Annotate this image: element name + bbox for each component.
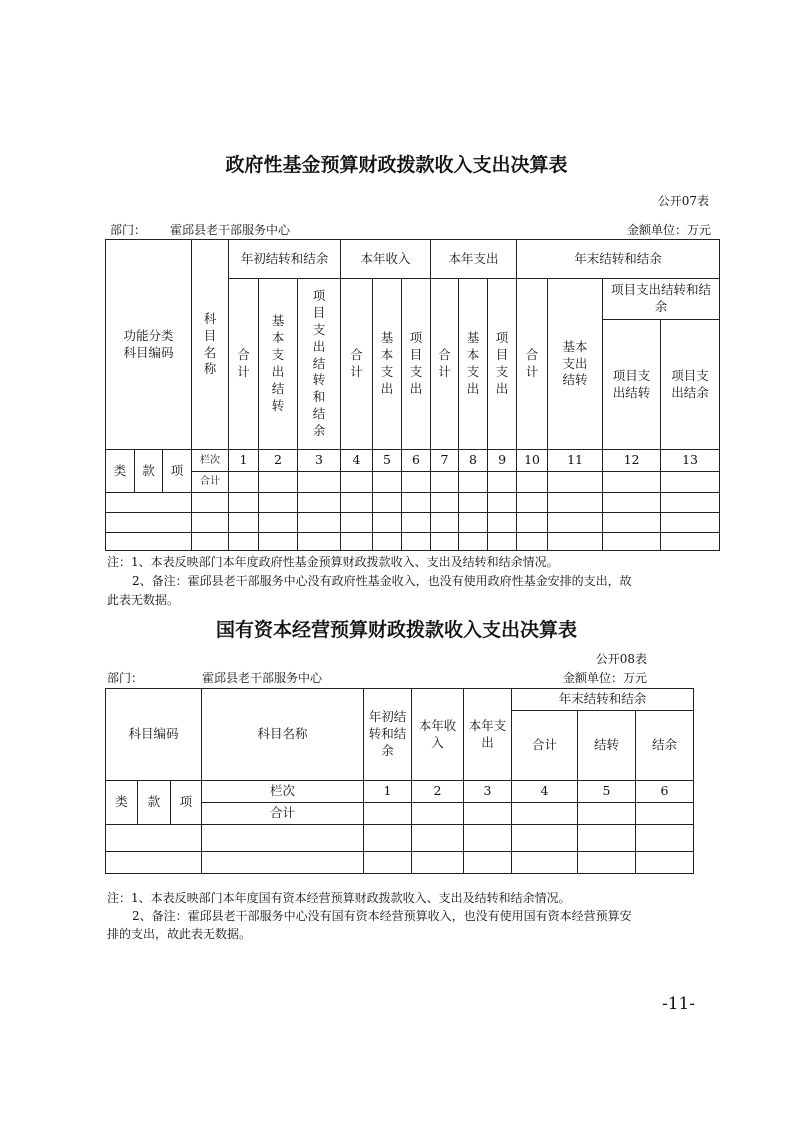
header-end-project-carry: 项目支出结转 <box>603 320 661 450</box>
header-end-carry: 结转 <box>578 711 636 781</box>
col-xiang: 项 <box>171 781 202 825</box>
col-kuan: 款 <box>135 450 163 493</box>
table1-note-1: 注：1、本表反映部门本年度政府性基金预算财政拨款收入、支出及结转和结余情况。 <box>107 555 559 569</box>
header-begin-total: 合计 <box>229 279 259 450</box>
col-number: 1 <box>229 450 259 472</box>
col-number: 12 <box>603 450 661 472</box>
header-income-total: 合计 <box>341 279 373 450</box>
col-number: 9 <box>488 450 517 472</box>
table-row <box>106 513 720 533</box>
table2-note-2: 2、备注：霍邱县老干部服务中心没有国有资本经营预算收入，也没有使用国有资本经营预算安 <box>132 909 632 923</box>
col-number: 7 <box>431 450 459 472</box>
table-row <box>106 533 720 551</box>
header-code: 科目编码 <box>106 689 202 781</box>
col-lei: 类 <box>106 450 135 493</box>
header-end-project: 项目支出结转和结余 <box>603 279 720 320</box>
col-number: 6 <box>402 450 431 472</box>
header-end: 年末结转和结余 <box>517 240 720 279</box>
row-lanci: 栏次 <box>192 450 229 472</box>
row-lanci: 栏次 <box>202 781 364 803</box>
table1-dept-label: 部门： <box>110 223 147 237</box>
col-number: 11 <box>548 450 603 472</box>
row-heji: 合计 <box>202 803 364 825</box>
header-begin-project: 项目支出结转和结余 <box>298 279 341 450</box>
table1 <box>105 239 720 551</box>
header-subject-name: 科目名称 <box>192 240 229 450</box>
table2-dept-name: 霍邱县老干部服务中心 <box>202 671 323 685</box>
table-row <box>106 852 694 874</box>
header-income-basic: 基本支出 <box>373 279 402 450</box>
header-expense: 本年支出 <box>464 689 512 781</box>
header-end-basic: 基本支出结转 <box>548 279 603 450</box>
header-end-total: 合计 <box>517 279 548 450</box>
table1-unit: 金额单位：万元 <box>626 223 711 237</box>
page-number: -11- <box>662 994 696 1014</box>
table2-code: 公开08表 <box>595 652 647 666</box>
col-number: 3 <box>464 781 512 803</box>
col-number: 6 <box>636 781 694 803</box>
header-end-total: 合计 <box>512 711 578 781</box>
header-end: 年末结转和结余 <box>512 689 694 711</box>
header-begin-basic: 基本支出结转 <box>259 279 298 450</box>
table2-title: 国有资本经营预算财政拨款收入支出决算表 <box>215 619 577 641</box>
header-func-code: 功能分类科目编码 <box>106 240 192 450</box>
table2-note-1: 注：1、本表反映部门本年度国有资本经营预算财政拨款收入、支出及结转和结余情况。 <box>107 891 571 905</box>
table1-title: 政府性基金预算财政拨款收入支出决算表 <box>225 154 568 176</box>
col-number: 2 <box>412 781 464 803</box>
table-row <box>106 825 694 852</box>
header-income-project: 项目支出 <box>402 279 431 450</box>
header-end-project-surplus: 项目支出结余 <box>661 320 720 450</box>
table1-dept-name: 霍邱县老干部服务中心 <box>170 223 291 237</box>
col-number: 4 <box>512 781 578 803</box>
table1-note-2: 2、备注：霍邱县老干部服务中心没有政府性基金收入，也没有使用政府性基金安排的支出，故 <box>132 574 632 588</box>
header-name: 科目名称 <box>202 689 364 781</box>
header-begin: 年初结转和结余 <box>364 689 412 781</box>
header-income: 本年收入 <box>412 689 464 781</box>
col-kuan: 款 <box>138 781 171 825</box>
col-number: 1 <box>364 781 412 803</box>
col-lei: 类 <box>106 781 138 825</box>
table1-note-3: 此表无数据。 <box>107 593 180 607</box>
header-end-surplus: 结余 <box>636 711 694 781</box>
header-expense: 本年支出 <box>431 240 517 279</box>
header-income: 本年收入 <box>341 240 431 279</box>
row-heji: 合计 <box>192 472 229 493</box>
col-number: 5 <box>373 450 402 472</box>
col-number: 2 <box>259 450 298 472</box>
table-row <box>106 450 720 472</box>
col-number: 4 <box>341 450 373 472</box>
col-number: 10 <box>517 450 548 472</box>
table2 <box>105 688 694 874</box>
table2-unit: 金额单位：万元 <box>562 671 647 685</box>
table2-note-3: 排的支出，故此表无数据。 <box>107 927 252 941</box>
table2-dept-label: 部门： <box>107 671 144 685</box>
col-number: 13 <box>661 450 720 472</box>
header-begin: 年初结转和结余 <box>229 240 341 279</box>
col-number: 8 <box>459 450 488 472</box>
header-expense-total: 合计 <box>431 279 459 450</box>
header-expense-basic: 基本支出 <box>459 279 488 450</box>
table-row <box>106 781 694 803</box>
table1-code: 公开07表 <box>657 194 709 208</box>
table-row <box>106 472 720 493</box>
col-number: 5 <box>578 781 636 803</box>
col-number: 3 <box>298 450 341 472</box>
header-expense-project: 项目支出 <box>488 279 517 450</box>
col-xiang: 项 <box>163 450 192 493</box>
table-row <box>106 493 720 513</box>
